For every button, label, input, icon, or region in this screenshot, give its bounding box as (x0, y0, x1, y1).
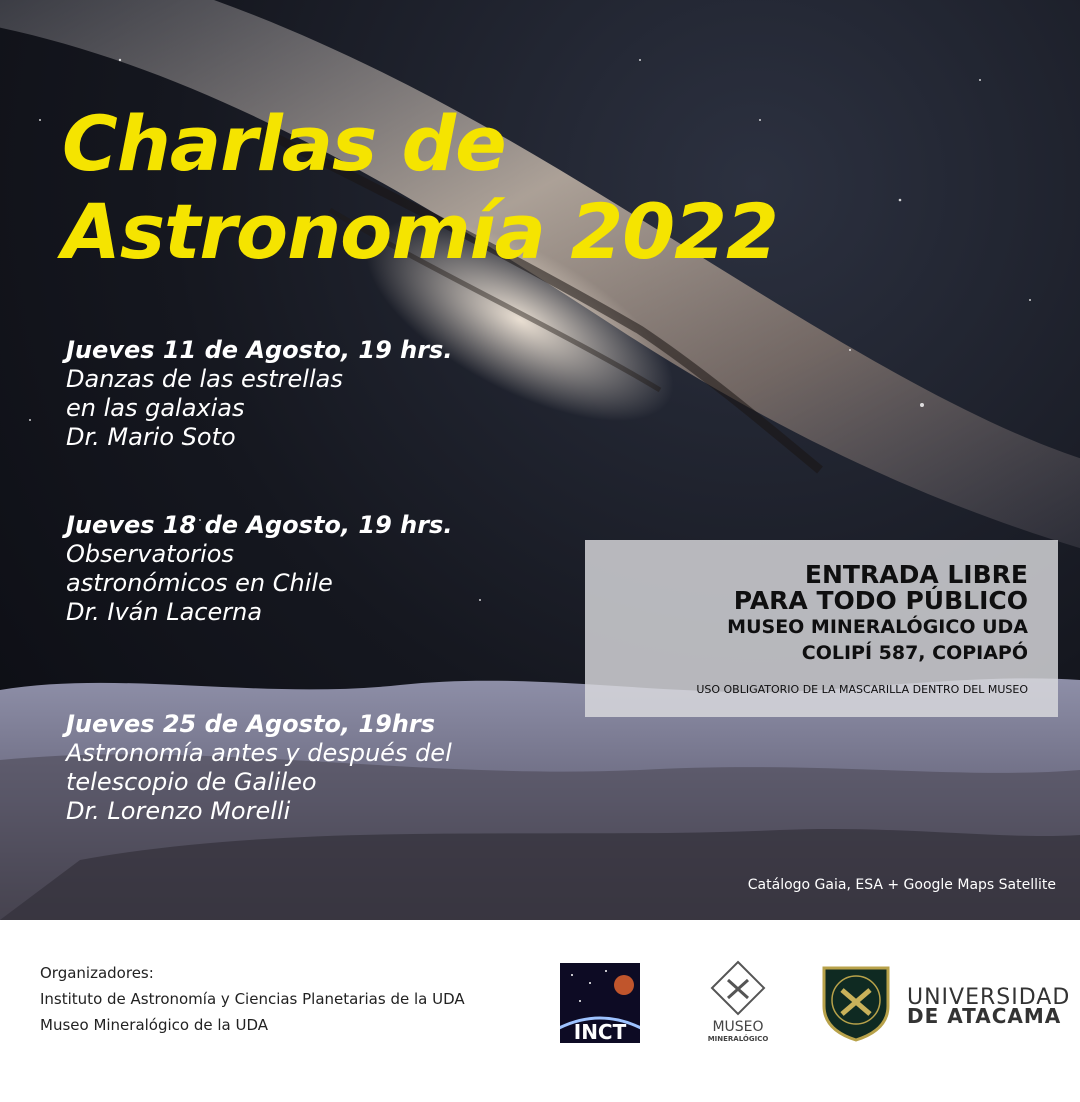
organizer-item: Instituto de Astronomía y Ciencias Planetarias de la UDA (40, 990, 465, 1008)
museo-logo-text: MUSEO (712, 1019, 764, 1035)
uda-crest-icon (818, 962, 894, 1042)
info-panel (585, 540, 1058, 717)
talk-1 (66, 336, 452, 452)
uda-logo-line1: UNIVERSIDAD (907, 985, 1071, 1010)
talk-title-line: Danzas de las estrellas (66, 365, 343, 393)
museo-logo-subtext: MINERALÓGICO (707, 1035, 769, 1043)
talk-speaker: Dr. Iván Lacerna (66, 598, 263, 626)
uda-logo-line2: DE ATACAMA (907, 1004, 1062, 1028)
talk-speaker: Dr. Lorenzo Morelli (66, 797, 291, 825)
talk-3 (66, 710, 452, 826)
info-entrance: ENTRADA LIBRE (804, 560, 1028, 589)
title-line-2: Astronomía 2022 (62, 187, 778, 276)
organizers-heading: Organizadores: (40, 964, 154, 982)
talk-speaker: Dr. Mario Soto (66, 423, 236, 451)
image-credit: Catálogo Gaia, ESA + Google Maps Satellite (747, 877, 1056, 893)
talk-title-line: Astronomía antes y después del (66, 739, 452, 767)
inct-logo-text: INCT (573, 1020, 627, 1043)
talk-title-line: telescopio de Galileo (66, 768, 317, 796)
page-title (62, 100, 778, 276)
talk-date: Jueves 25 de Agosto, 19hrs (66, 710, 435, 738)
title-line-1: Charlas de (62, 99, 506, 188)
info-venue: MUSEO MINERALÓGICO UDA (727, 616, 1028, 638)
organizer-item: Museo Mineralógico de la UDA (40, 1016, 269, 1034)
talk-2 (66, 511, 452, 627)
talk-date: Jueves 11 de Agosto, 19 hrs. (66, 336, 453, 364)
museo-logo-icon (700, 958, 780, 1044)
inct-logo-icon (560, 963, 640, 1043)
info-address: COLIPÍ 587, COPIAPÓ (801, 642, 1028, 664)
talk-title-line: en las galaxias (66, 394, 245, 422)
talk-title-line: astronómicos en Chile (66, 569, 333, 597)
talk-date: Jueves 18 de Agosto, 19 hrs. (66, 511, 453, 539)
info-audience: PARA TODO PÚBLICO (733, 586, 1028, 615)
info-mask-note: USO OBLIGATORIO DE LA MASCARILLA DENTRO DEL MUSEO (696, 683, 1028, 696)
talk-title-line: Observatorios (66, 540, 234, 568)
